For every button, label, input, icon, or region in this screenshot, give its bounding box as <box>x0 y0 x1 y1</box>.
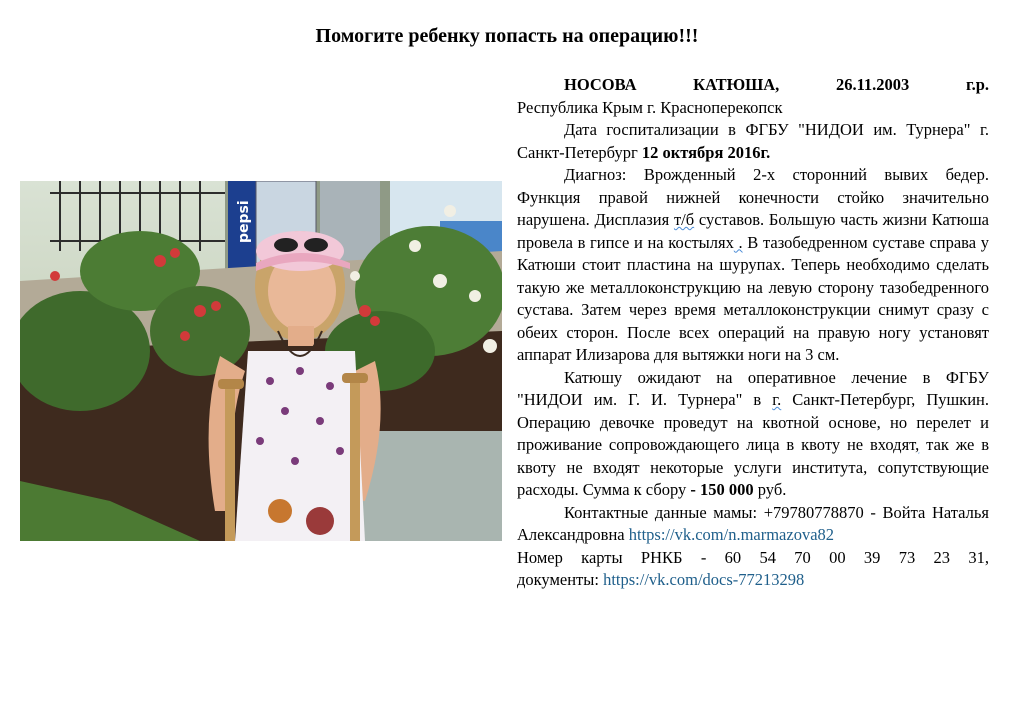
photo-illustration <box>20 181 502 541</box>
card-number: Номер карты РНКБ - 60 54 70 00 39 73 23 31, <box>517 547 989 567</box>
child-birthdate: 26.11.2003 <box>835 75 910 94</box>
page-title: Помогите ребенку попасть на операцию!!! <box>315 25 699 47</box>
child-photo <box>20 181 502 541</box>
treatment-text-b: Санкт-Петербург, Пушкин. Операцию девочке проведут на квотной основе, но перелет и проживание сопровождающего лица в квоту не входят <box>517 390 989 454</box>
documents-label: документы: <box>517 570 604 589</box>
vk-profile-link[interactable]: https://vk.com/n.marmazova82 <box>628 525 835 544</box>
diagnosis-text-a: Диагноз: Врожденный 2-х сторонний вывих бедер. Функция правой нижней конечности стойко значительно нарушена. Дисплазия <box>517 165 989 229</box>
hospitalization-date: 12 октября 2016г. <box>641 142 771 162</box>
fundraising-currency: руб. <box>753 480 787 499</box>
pepsi-sign-text: pepsi <box>236 200 252 243</box>
child-name: НОСОВА КАТЮША, <box>564 75 780 94</box>
diagnosis-paragraph <box>517 164 989 367</box>
diagnosis-tb: т/б <box>673 210 695 229</box>
treatment-text-c: так же в квоту не входят некоторые услуги института, сопутствующие расходы. Сумма к сбору <box>517 435 989 499</box>
child-location: Республика Крым г. Красноперекопск <box>517 97 783 117</box>
article-text <box>517 74 989 592</box>
contacts-text: Контактные данные мамы: +79780778870 - Войта Наталья Александровна <box>517 502 989 544</box>
vk-docs-link[interactable]: https://vk.com/docs-77213298 <box>603 570 805 589</box>
diagnosis-dot: . <box>733 232 743 252</box>
hospitalization-paragraph <box>517 119 989 164</box>
diagnosis-text-b: суставов. Большую часть жизни Катюша провела в гипсе и на костылях <box>517 210 989 252</box>
treatment-paragraph <box>517 367 989 502</box>
treatment-comma: , <box>915 435 920 454</box>
hospitalization-text: Дата госпитализации в ФГБУ "НИДОИ им. Турнера" г. Санкт-Петербург <box>517 120 989 162</box>
contacts-paragraph <box>517 502 989 547</box>
treatment-g: г. <box>772 390 782 409</box>
documents-line <box>517 569 989 592</box>
child-name-line <box>517 74 989 97</box>
diagnosis-text-c: В тазобедренном суставе справа у Катюши стоит пластина на шурупах. Теперь необходимо сделать такую же металлоконструкцию на левую сторону тазобедренного сустава. Затем через время металлоконструкции снимут сразу с обеих сторон. После всех операций на правую ногу установят аппарат Илизарова для вытяжки ноги на 3 см. <box>517 232 989 364</box>
fundraising-sum: - 150 000 <box>690 480 754 499</box>
birth-year-suffix: г.р. <box>965 75 989 94</box>
treatment-text-a: Катюшу ожидают на оперативное лечение в ФГБУ "НИДОИ им. Г. И. Турнера" в <box>517 367 989 409</box>
